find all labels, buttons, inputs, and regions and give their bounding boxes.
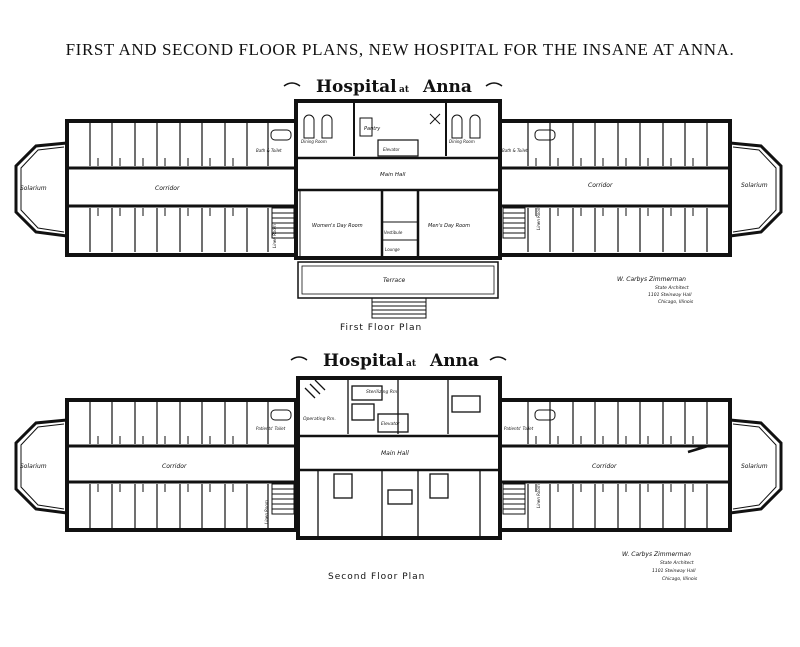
second-floor-architect-city: Chicago, Illinois: [662, 577, 698, 582]
label-patients-toilet-right: Patients' Toilet: [504, 426, 534, 431]
label-bath-toilet-right: Bath & Toilet: [502, 148, 528, 153]
solarium-right-outline: [730, 143, 781, 236]
second-floor-heading-town: Anna: [430, 351, 479, 371]
second-floor-architect-address: 1101 Steinway Hall: [652, 569, 696, 574]
page-title: FIRST AND SECOND FLOOR PLANS, NEW HOSPITAL FOR THE INSANE AT ANNA.: [65, 40, 735, 59]
label-patients-toilet-left: Patients' Toilet: [256, 426, 286, 431]
central-block-outline-2: [298, 378, 500, 538]
second-floor-heading-main: Hospital: [323, 351, 404, 371]
label-sterilizing-room: Sterilizing Rm.: [366, 390, 399, 395]
label-corridor-left-1: Corridor: [155, 185, 180, 192]
label-linen-room-right-1: Linen Room: [536, 206, 541, 230]
label-operating-room: Operating Rm.: [303, 417, 336, 422]
first-floor-heading-main: Hospital: [316, 77, 397, 97]
first-floor-caption: First Floor Plan: [340, 323, 423, 333]
label-dining-room-left: Dining Room: [301, 139, 327, 144]
label-corridor-left-2: Corridor: [162, 463, 187, 470]
label-elevator-2: Elevator: [381, 422, 400, 427]
label-solarium-left-2: Solarium: [20, 463, 47, 470]
second-floor-heading-at: at: [406, 359, 416, 369]
left-wing-outline: [67, 121, 296, 255]
right-wing-outline: [500, 121, 730, 255]
label-linen-room-right-2: Linen Room: [536, 484, 541, 508]
label-bath-toilet-left: Bath & Toilet: [256, 148, 282, 153]
label-corridor-right-2: Corridor: [592, 463, 617, 470]
label-womens-day-room: Women's Day Room: [312, 223, 363, 229]
label-corridor-right-1: Corridor: [588, 182, 613, 189]
label-elevator-1: Elevator: [383, 147, 400, 152]
second-floor-plan: [16, 357, 781, 538]
label-linen-room-left-1: Linen Room: [272, 224, 277, 248]
label-pantry: Pantry: [364, 126, 381, 132]
first-floor-architect-title: State Architect: [655, 286, 689, 291]
first-floor-architect-city: Chicago, Illinois: [658, 300, 694, 305]
label-main-hall-2: Main Hall: [381, 450, 409, 457]
label-linen-room-left-2: Linen Room: [264, 500, 269, 524]
label-solarium-right-2: Solarium: [741, 463, 768, 470]
label-solarium-left-1: Solarium: [20, 185, 47, 192]
first-floor-architect-address: 1101 Steinway Hall: [648, 293, 692, 298]
second-floor-architect-title: State Architect: [660, 561, 694, 566]
label-dining-room-right: Dining Room: [449, 139, 475, 144]
label-solarium-right-1: Solarium: [741, 182, 768, 189]
label-vestibule: Vestibule: [384, 230, 403, 235]
label-mens-day-room: Men's Day Room: [428, 223, 471, 229]
first-floor-heading-town: Anna: [423, 77, 472, 97]
label-lounge: Lounge: [385, 247, 400, 252]
first-floor-architect-name: W. Carbys Zimmerman: [617, 276, 686, 283]
second-floor-caption: Second Floor Plan: [328, 572, 426, 582]
label-main-hall-1: Main Hall: [380, 172, 406, 178]
first-floor-heading-at: at: [399, 85, 409, 95]
second-floor-architect-name: W. Carbys Zimmerman: [622, 551, 691, 558]
label-terrace: Terrace: [383, 277, 406, 284]
second-floor-text: [20, 351, 768, 582]
